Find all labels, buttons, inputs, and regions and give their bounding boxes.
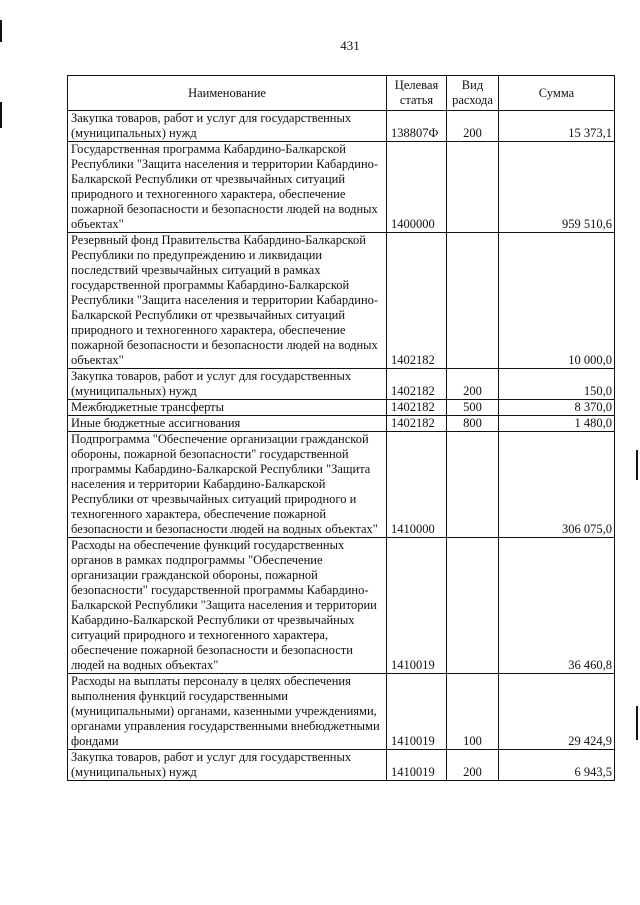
row-sum: 306 075,0	[499, 432, 615, 538]
scan-edge-mark	[636, 450, 638, 480]
scan-edge-mark	[0, 102, 2, 128]
row-sum: 959 510,6	[499, 142, 615, 233]
row-code: 1402182	[387, 400, 447, 416]
table-row	[68, 233, 615, 369]
row-code: 138807Ф	[387, 111, 447, 142]
row-sum: 1 480,0	[499, 416, 615, 432]
row-type: 200	[447, 750, 499, 781]
row-sum: 150,0	[499, 369, 615, 400]
scan-edge-mark	[636, 706, 638, 740]
row-code: 1410019	[387, 750, 447, 781]
row-type	[447, 233, 499, 369]
row-code: 1400000	[387, 142, 447, 233]
row-name: Закупка товаров, работ и услуг для государственных (муниципальных) нужд	[68, 111, 387, 142]
table-row	[68, 432, 615, 538]
table-header-row	[68, 76, 615, 111]
row-code: 1410019	[387, 538, 447, 674]
row-sum: 15 373,1	[499, 111, 615, 142]
row-name: Государственная программа Кабардино-Балкарской Республики "Защита населения и территории Кабардино-Балкарской Республики от чрезвычайных ситуаций природного и техногенного характера, обеспечение пожарной безопасности и безопасности людей на водных объектах"	[68, 142, 387, 233]
table-row	[68, 400, 615, 416]
table-row	[68, 416, 615, 432]
row-code: 1402182	[387, 369, 447, 400]
row-sum: 29 424,9	[499, 674, 615, 750]
row-name: Закупка товаров, работ и услуг для государственных (муниципальных) нужд	[68, 369, 387, 400]
row-name: Резервный фонд Правительства Кабардино-Балкарской Республики по предупреждению и ликвидации последствий чрезвычайных ситуаций в рамках государственной программы Кабардино-Балкарской Республики "Защита населения и территории Кабардино-Балкарской Республики от чрезвычайных ситуаций природного и техногенного характера, обеспечение пожарной безопасности и безопасности людей на водных объектах"	[68, 233, 387, 369]
table-row	[68, 111, 615, 142]
header-name: Наименование	[68, 76, 387, 111]
row-type: 500	[447, 400, 499, 416]
row-sum: 6 943,5	[499, 750, 615, 781]
row-type	[447, 432, 499, 538]
row-name: Иные бюджетные ассигнования	[68, 416, 387, 432]
row-sum: 8 370,0	[499, 400, 615, 416]
row-type	[447, 538, 499, 674]
row-code: 1402182	[387, 233, 447, 369]
row-sum: 36 460,8	[499, 538, 615, 674]
table-row	[68, 750, 615, 781]
row-sum: 10 000,0	[499, 233, 615, 369]
scan-edge-mark	[0, 20, 2, 42]
row-name: Расходы на выплаты персоналу в целях обеспечения выполнения функций государственными (муниципальными) органами, казенными учреждениями, органами управления государственными внебюджетными фондами	[68, 674, 387, 750]
table-row	[68, 674, 615, 750]
header-sum: Сумма	[499, 76, 615, 111]
row-code: 1402182	[387, 416, 447, 432]
row-code: 1410019	[387, 674, 447, 750]
table-row	[68, 369, 615, 400]
row-type: 100	[447, 674, 499, 750]
row-type: 200	[447, 111, 499, 142]
header-code: Целевая статья	[387, 76, 447, 111]
table-row	[68, 142, 615, 233]
row-code: 1410000	[387, 432, 447, 538]
row-type	[447, 142, 499, 233]
row-type: 200	[447, 369, 499, 400]
row-name: Подпрограмма "Обеспечение организации гражданской обороны, пожарной безопасности" государственной программы Кабардино-Балкарской Республики "Защита населения и территории Кабардино-Балкарской Республики от чрезвычайных ситуаций природного и техногенного характера, обеспечение пожарной безопасности и безопасности людей на водных объектах"	[68, 432, 387, 538]
row-name: Межбюджетные трансферты	[68, 400, 387, 416]
row-type: 800	[447, 416, 499, 432]
page-number: 431	[340, 38, 360, 53]
row-name: Расходы на обеспечение функций государственных органов в рамках подпрограммы "Обеспечение организации гражданской обороны, пожарной безопасности" государственной программы Кабардино-Балкарской Республики "Защита населения и территории Кабардино-Балкарской Республики от чрезвычайных ситуаций природного и техногенного характера, обеспечение пожарной безопасности и безопасности людей на водных объектах"	[68, 538, 387, 674]
header-type: Вид расхода	[447, 76, 499, 111]
table-row	[68, 538, 615, 674]
row-name: Закупка товаров, работ и услуг для государственных (муниципальных) нужд	[68, 750, 387, 781]
budget-table	[67, 75, 615, 781]
